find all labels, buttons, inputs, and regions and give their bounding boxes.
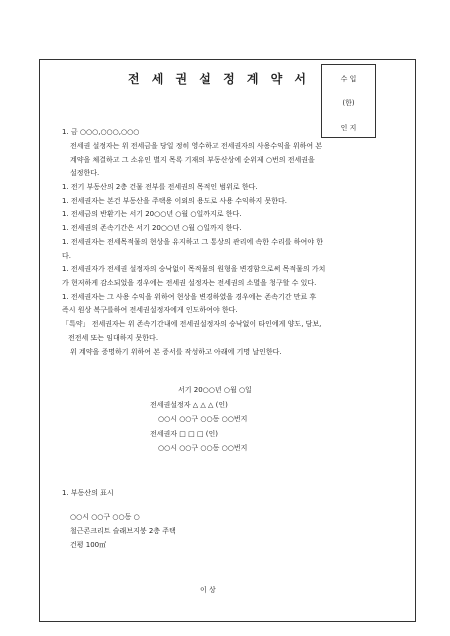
property-structure: 철근콘크리트 슬래브지붕 2층 주택 <box>70 527 176 535</box>
clause-text-line: 설정한다. <box>70 169 100 177</box>
stamp-line-1: 수 입 <box>340 75 357 83</box>
holder-signature: 전세권자 □ □ □ (인) <box>150 430 219 438</box>
clause-text-line: 가 현저하게 감소되었을 경우에는 전세권 설정자는 전세권의 소멸을 청구할 수 있다. <box>62 279 317 287</box>
grantor-signature: 전세권설정자 △ △ △ (인) <box>150 401 228 409</box>
closing-mark: 이 상 <box>200 586 216 594</box>
stamp-line-2: (한) <box>342 99 355 107</box>
clause-text-line: 즉시 원상 복구를하여 전세권설정자에게 인도하여야 한다. <box>62 306 238 314</box>
document-title: 전 세 권 설 정 계 약 서 <box>128 72 310 86</box>
contract-date: 서기 20○○년 ○월 ○일 <box>178 386 252 394</box>
attestation-line: 위 계약을 증명하기 위하여 본 증서를 작성하고 아래에 기명 날인한다. <box>70 348 282 356</box>
clause-text-line: 다. <box>62 252 71 260</box>
clause-text-line: 전세권 설정자는 위 전세금을 당일 정히 영수하고 전세권자의 사용수익을 위하여 본 <box>70 142 323 150</box>
clause-item: 1. 전세권자는 본건 부동산을 주택용 이외의 용도로 사용 수익하지 못한다. <box>62 197 288 205</box>
stamp-line-3: 인 지 <box>340 124 357 132</box>
clause-item: 1. 전세권자가 전세권 설정자의 승낙없이 목적물의 원형을 변경함으로써 목적물의 가치 <box>62 265 326 273</box>
holder-address: ○○시 ○○구 ○○동 ○○번지 <box>158 444 248 452</box>
revenue-stamp-box <box>321 64 376 138</box>
clause-item: 1. 전세권자는 전세목적물의 현상을 유지하고 그 통상의 관리에 속한 수리를 하여야 한 <box>62 238 324 246</box>
grantor-address: ○○시 ○○구 ○○동 ○○번지 <box>158 415 248 423</box>
property-address: ○○시 ○○구 ○○동 ○ <box>70 513 140 521</box>
clause-text-line: 전전세 또는 임대하지 못한다. <box>68 334 159 342</box>
property-area: 건평 100㎡ <box>70 541 107 549</box>
clause-text-line: 계약을 체결하고 그 소유인 별지 목록 기재의 부동산상에 순위제 ○번의 전세권을 <box>70 156 315 164</box>
clause-item: 1. 전기 부동산의 2층 건물 전부를 전세권의 목적인 범위로 한다. <box>62 183 258 191</box>
clause-item: 1. 전세권자는 그 사용 수익을 위하여 현상을 변경하였을 경우에는 존속기간 만료 후 <box>62 293 317 301</box>
special-clause: 「특약」 전세권자는 위 존속기간내에 전세권설정자의 승낙없이 타인에게 양도, 담보, <box>62 320 322 328</box>
clause-amount: 1. 금 ○○○,○○○,○○○ <box>62 128 140 136</box>
property-heading: 1. 부동산의 표시 <box>62 489 114 497</box>
clause-item: 1. 전세금의 반환기는 서기 20○○년 ○월 ○일까지로 한다. <box>62 210 242 218</box>
clause-item: 1. 전세권의 존속기간은 서기 20○○년 ○월 ○일까지 한다. <box>62 224 242 232</box>
